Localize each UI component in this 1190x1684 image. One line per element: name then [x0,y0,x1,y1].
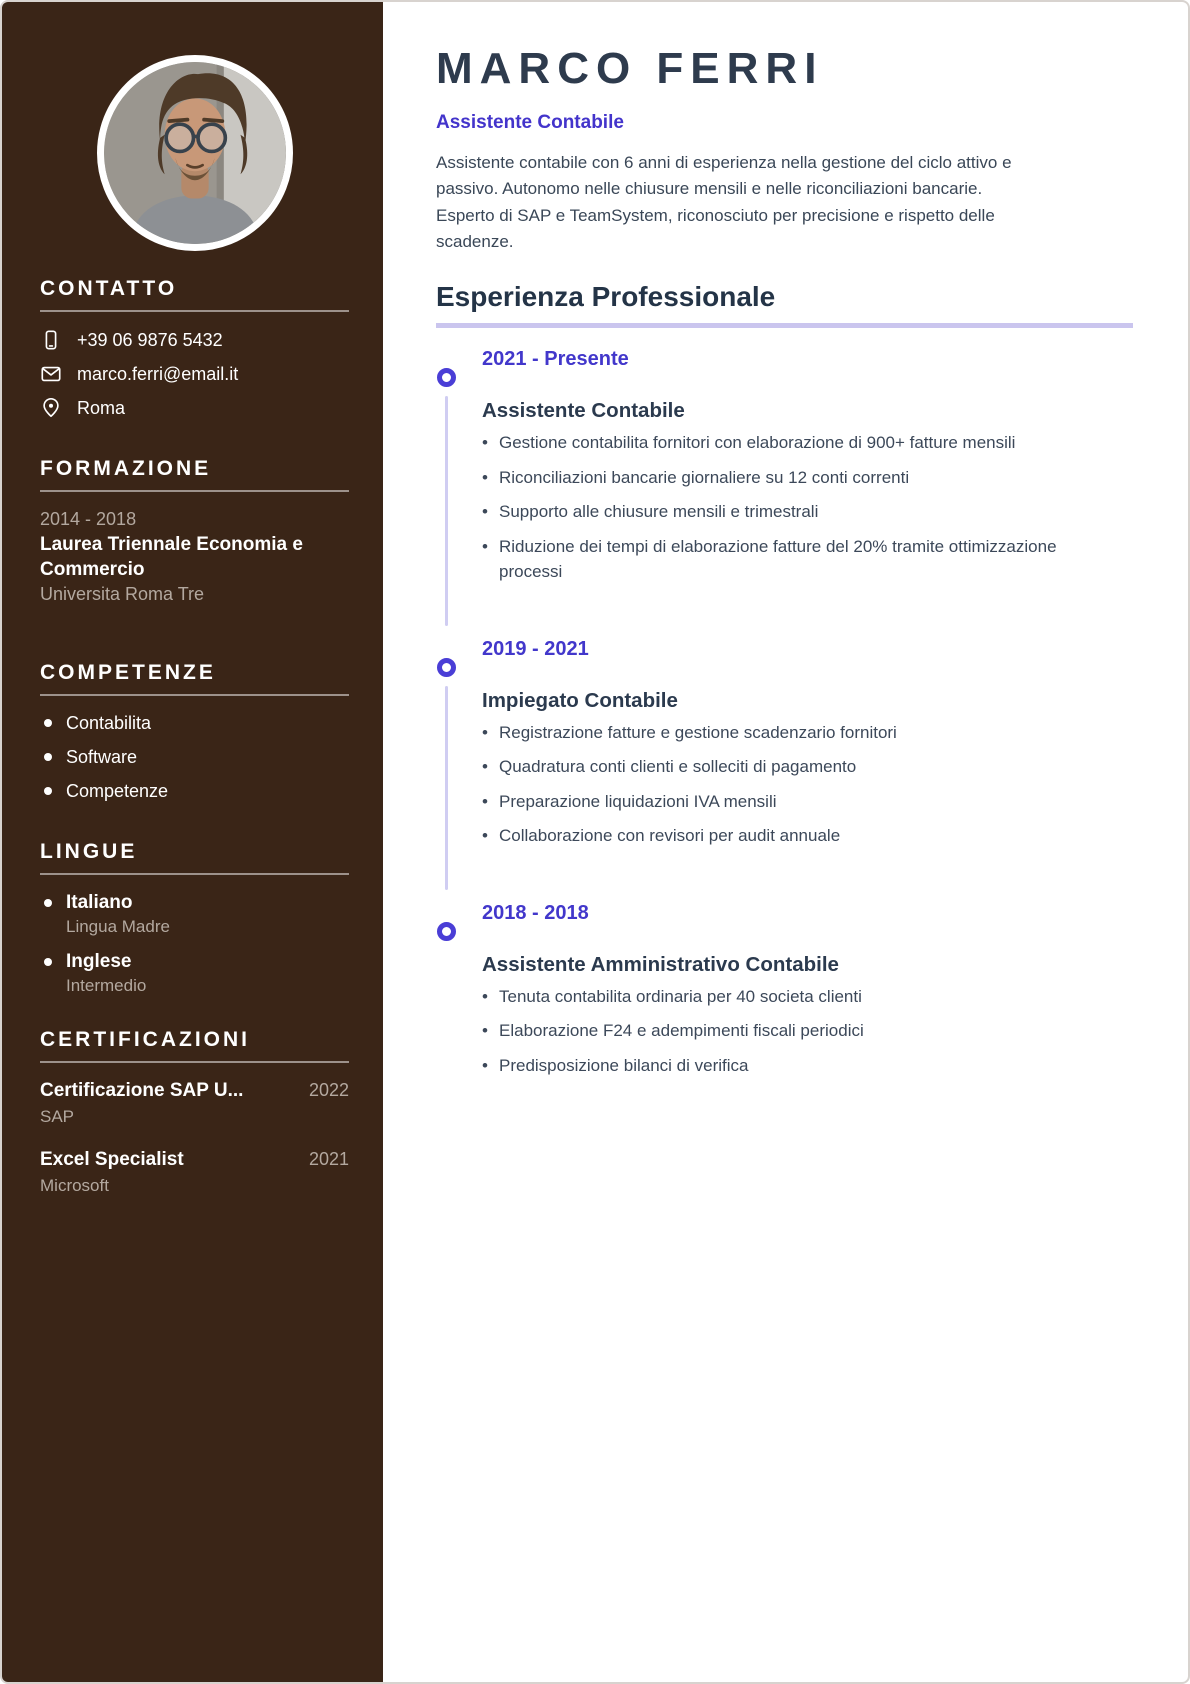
experience-underline [436,323,1133,328]
location-icon [40,397,62,419]
contact-section [40,277,349,419]
experience-bullet: • Supporto alle chiusure mensili e trimestrali [482,499,1062,525]
candidate-role: Assistente Contabile [436,112,624,133]
experience-entry-body [482,348,1062,594]
experience-bullets [482,430,1062,585]
language-item [40,951,349,996]
experience-bullet: • Preparazione liquidazioni IVA mensili [482,789,897,815]
email-value: marco.ferri@email.it [77,363,239,384]
divider [40,310,349,312]
experience-bullet: • Riconciliazioni bancarie giornaliere su 12 conti correnti [482,465,1062,491]
experience-role: Impiegato Contabile [482,688,678,712]
skills-section [40,661,349,802]
experience-period: 2019 - 2021 [482,637,589,660]
certification-name: Certificazione SAP U... [40,1080,244,1102]
languages-section [40,840,349,996]
experience-bullets [482,984,864,1079]
education-title: FORMAZIONE [40,457,212,480]
language-name: Inglese [40,951,349,973]
language-item [40,892,349,937]
experience-bullet: • Elaborazione F24 e adempimenti fiscali periodici [482,1018,864,1044]
contact-email [40,363,349,385]
contact-title: CONTATTO [40,277,178,300]
timeline-connector [445,396,448,626]
experience-entry [436,902,1133,1088]
skills-list [40,713,349,802]
experience-timeline [436,348,1133,1087]
experience-section-title: Esperienza Professionale [436,281,776,313]
experience-bullet: • Collaborazione con revisori per audit annuale [482,823,897,849]
contact-phone [40,329,349,351]
skill-item: Software [40,747,349,768]
experience-bullet: • Registrazione fatture e gestione scadenzario fornitori [482,720,897,746]
skill-item: Competenze [40,781,349,802]
language-level: Intermedio [66,976,147,996]
timeline-ring-icon [437,368,456,387]
divider [40,873,349,875]
certification-issuer: Microsoft [40,1176,109,1196]
experience-role: Assistente Amministrativo Contabile [482,952,839,976]
experience-bullet: • Predisposizione bilanci di verifica [482,1053,864,1079]
phone-value: +39 06 9876 5432 [77,329,223,350]
mail-icon [40,363,62,385]
experience-bullet: • Gestione contabilita fornitori con elaborazione di 900+ fatture mensili [482,430,1062,456]
experience-bullets [482,720,897,849]
experience-entry [436,348,1133,594]
divider [40,1061,349,1063]
candidate-name: MARCO FERRI [436,44,824,93]
location-value: Roma [77,397,126,418]
timeline-rail [436,348,482,594]
skill-item: Contabilita [40,713,349,734]
certification-item [40,1149,349,1196]
education-period: 2014 - 2018 [40,509,137,529]
divider [40,694,349,696]
timeline-ring-icon [437,658,456,677]
education-section [40,457,349,605]
languages-title: LINGUE [40,840,138,864]
profile-summary: Assistente contabile con 6 anni di esperienza nella gestione del ciclo attivo e passivo. Autonomo nelle chiusure mensili e nelle riconciliazioni bancarie. Esperto di SAP e TeamSystem, riconosciuto per precisione e rispetto delle scadenze. [436,153,1012,252]
education-degree: Laurea Triennale Economia e Commercio [40,534,303,581]
experience-entry [436,638,1133,858]
timeline-rail [436,902,482,1088]
education-school: Universita Roma Tre [40,584,205,605]
experience-period: 2018 - 2018 [482,901,589,924]
portrait-illustration [104,62,286,244]
contact-location [40,397,349,419]
certifications-section [40,1028,349,1196]
experience-period: 2021 - Presente [482,348,629,371]
language-level: Lingua Madre [66,917,170,937]
main-content [383,2,1188,1682]
sidebar [2,2,383,1682]
divider [40,490,349,492]
skills-title: COMPETENZE [40,661,216,685]
experience-bullet: • Riduzione dei tempi di elaborazione fatture del 20% tramite ottimizzazione processi [482,534,1062,585]
experience-entry-body [482,638,897,858]
certification-year: 2021 [308,1149,349,1170]
experience-bullet: • Quadratura conti clienti e solleciti di pagamento [482,754,897,780]
experience-role: Assistente Contabile [482,399,685,423]
certification-year: 2022 [308,1080,349,1101]
experience-bullet: • Tenuta contabilita ordinaria per 40 societa clienti [482,984,864,1010]
language-name: Italiano [40,892,349,914]
profile-photo [97,55,293,251]
phone-icon [40,329,62,351]
timeline-connector [445,686,448,890]
timeline-ring-icon [437,922,456,941]
certification-issuer: SAP [40,1107,75,1127]
certification-name: Excel Specialist [40,1149,184,1171]
timeline-rail [436,638,482,858]
experience-entry-body [482,902,864,1088]
certification-item [40,1080,349,1127]
certifications-title: CERTIFICAZIONI [40,1028,250,1052]
